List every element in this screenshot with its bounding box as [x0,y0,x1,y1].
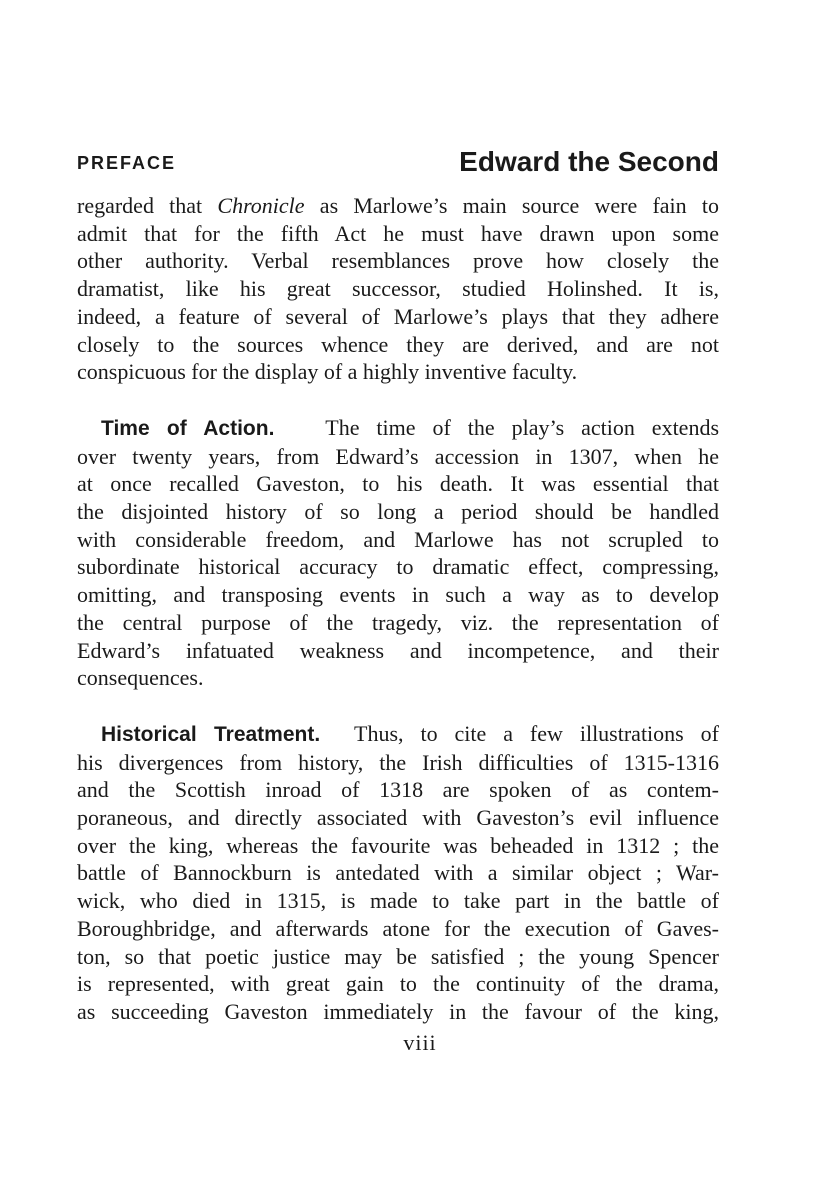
side-heading-historical-treatment: Historical Treatment. [101,722,321,746]
text-line: consequences. [77,665,204,691]
text-line: poraneous, and directly associated with Gaveston’s evil influence [77,805,719,831]
text-line: his divergences from history, the Irish difficulties of 1315-1316 [77,749,719,775]
text-line: the disjointed history of so long a period should be handled [77,499,719,525]
chronicle-title-italic: Chronicle [217,193,305,218]
paragraph-historical-treatment [77,720,719,1026]
text-line: wick, who died in 1315, is made to take part in the battle of [77,888,719,914]
text-line: indeed, a feature of several of Marlowe’s plays that they adhere [77,303,719,329]
text-line: with considerable freedom, and Marlowe has not scrupled to [77,526,719,552]
text-line: over twenty years, from Edward’s accession in 1307, when he [77,443,719,469]
side-heading-time-of-action: Time of Action. [101,416,275,440]
body-text [77,192,719,1054]
text-line: over the king, whereas the favourite was beheaded in 1312 ; the [77,832,719,858]
running-head-title: Edward the Second [459,146,719,177]
text-line: admit that for the fifth Act he must have drawn upon some [77,220,719,246]
text-line: is represented, with great gain to the continuity of the drama, [77,971,719,997]
text-line: subordinate historical accuracy to dramatic effect, compressing, [77,554,719,580]
text-line: other authority. Verbal resemblances prove how closely the [77,248,719,274]
running-head [77,138,719,178]
paragraph-sources [77,192,719,386]
page-number: viii [403,1030,437,1055]
text-line [77,414,719,443]
text-fragment: Thus, to cite a few illustrations of [354,720,719,746]
text-line [77,720,719,749]
text-line: the central purpose of the tragedy, viz. the representation of [77,609,719,635]
text-line: Boroughbridge, and afterwards atone for the execution of Gaves- [77,915,719,941]
text-line: closely to the sources whence they are derived, and are not [77,331,719,357]
text-line: dramatist, like his great successor, studied Holinshed. It is, [77,276,719,302]
text-fragment: The time of the play’s action extends [325,414,720,440]
paragraph-time-of-action [77,414,719,692]
text-line: and the Scottish inroad of 1318 are spoken of as contem- [77,777,719,803]
text-line: regarded that Chronicle as Marlowe’s main source were fain to [77,193,720,218]
text-line: ton, so that poetic justice may be satisfied ; the young Spencer [77,943,719,969]
text-line: Edward’s infatuated weakness and incompetence, and their [77,637,719,663]
text-line: conspicuous for the display of a highly inventive faculty. [77,359,578,385]
running-head-section: PREFACE [77,153,177,173]
text-line: battle of Bannockburn is antedated with a similar object ; War- [77,860,719,886]
text-line: at once recalled Gaveston, to his death. It was essential that [77,471,719,497]
text-line: as succeeding Gaveston immediately in the favour of the king, [77,998,719,1024]
text-line: omitting, and transposing events in such a way as to develop [77,582,719,608]
